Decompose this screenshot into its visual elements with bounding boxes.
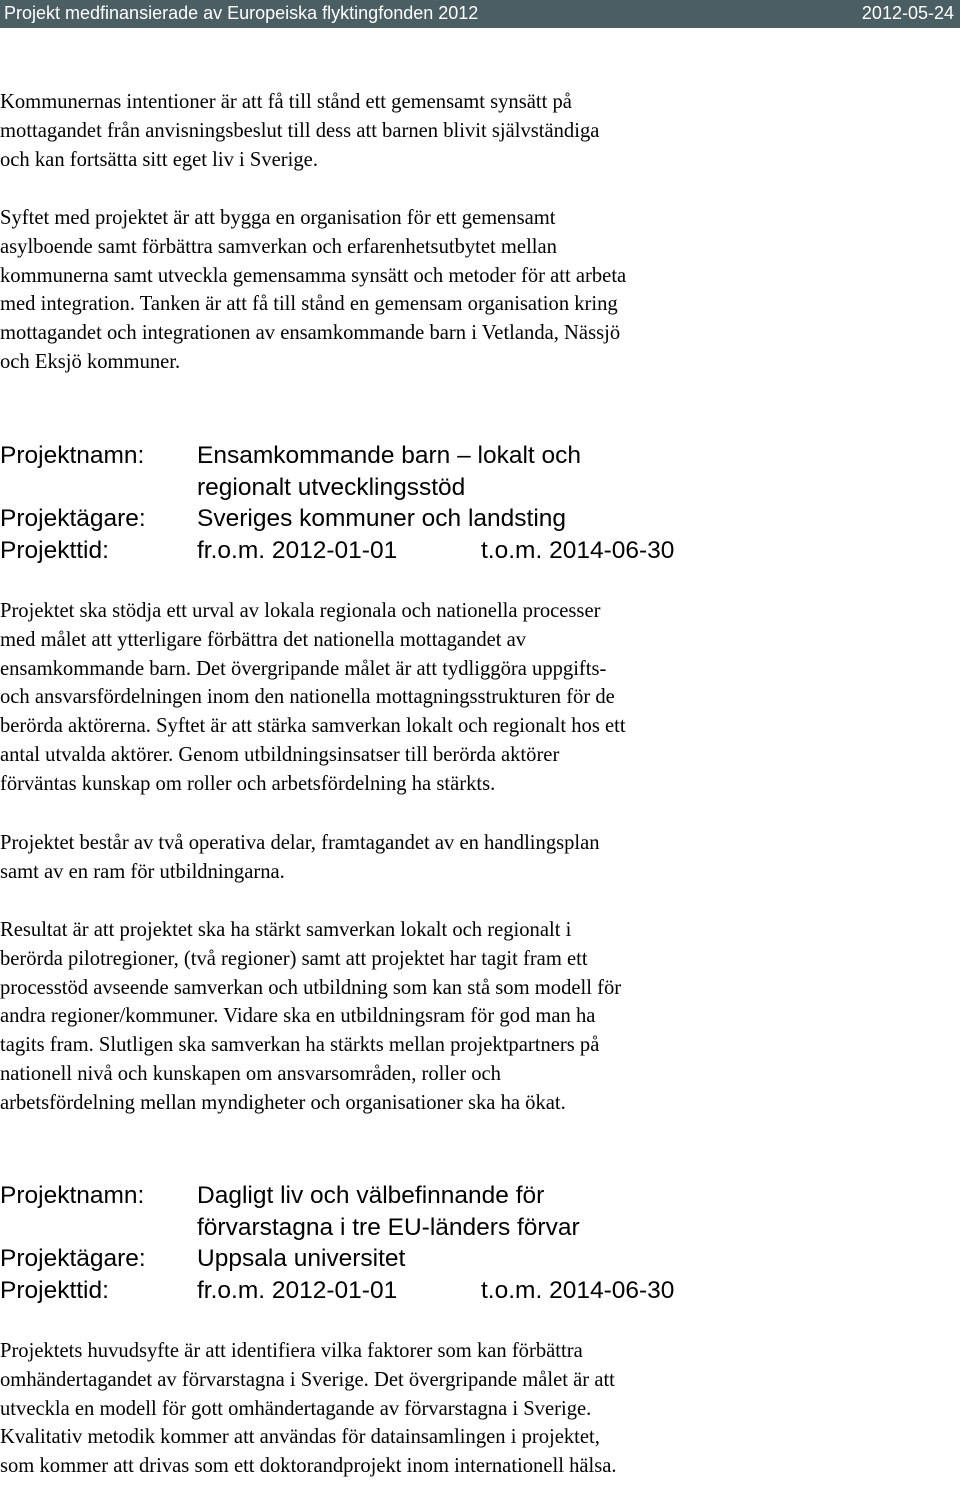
intro-paragraph-2: Syftet med projektet är att bygga en organisation för ett gemensamt asylboende samt förbättra samverkan och erfarenhetsutbytet mellan kommunerna samt utveckla gemensamma synsätt och metoder för att arbeta med integration. Tanken är att få till stånd en gemensam organisation kring mottagandet och integrationen av ensamkommande barn i Vetlanda, Nässjö och Eksjö kommuner. — [0, 207, 627, 373]
project-1-paragraph-1: Projektet ska stödja ett urval av lokala regionala och nationella processer med målet att ytterligare förbättra det nationella mottagandet av ensamkommande barn. Det övergripande målet är att tydliggöra uppgifts- och ansvarsfördelningen inom den nationella mottagningsstrukturen för de berörda aktörerna. Syftet är att stärka samverkan lokalt och regionalt hos ett antal utvalda aktörer. Genom utbildningsinsatser till berörda aktörer förväntas kunskap om roller och arbetsfördelning ha stärkts. — [0, 600, 626, 795]
project-name: Ensamkommande barn – lokalt och — [197, 442, 582, 469]
project-name: Dagligt liv och välbefinnande för — [197, 1182, 545, 1209]
project-time-from: fr.o.m. 2012-01-01 — [197, 536, 398, 564]
project-owner-label: Projektägare: — [0, 1245, 146, 1272]
project-owner: Sveriges kommuner och landsting — [197, 505, 567, 532]
project-1-paragraph-2: Projektet består av två operativa delar, framtagandet av en handlingsplan samt av en ram för utbildningarna. — [0, 832, 600, 883]
project-1-paragraph-3: Resultat är att projektet ska ha stärkt samverkan lokalt och regionalt i berörda pilotregioner, (två regioner) samt att projektet har tagit fram ett processtöd avseende samverkan och utbildning som kan stå som modell för andra regioner/kommuner. Vidare ska en utbildningsram för god man ha tagits fram. Slutligen ska samverkan ha stärkts mellan projektpartners på nationell nivå och kunskapen om ansvarsområden, roller och arbetsfördelning mellan myndigheter och organisationer ska ha ökat. — [0, 919, 622, 1114]
project-1-info — [0, 440, 960, 566]
project-time-label: Projekttid: — [0, 1276, 109, 1304]
project-name-continued: förvarstagna i tre EU-länders förvar — [197, 1213, 580, 1241]
project-time-label: Projekttid: — [0, 536, 109, 564]
project-time-to: t.o.m. 2014-06-30 — [481, 536, 675, 564]
header-date: 2012-05-24 — [861, 3, 954, 23]
project-name-label: Projektnamn: — [0, 442, 145, 469]
header-title: Projekt medfinansierade av Europeiska flyktingfonden 2012 — [4, 3, 479, 23]
intro-paragraph-1: Kommunernas intentioner är att få till stånd ett gemensamt synsätt på mottagandet från anvisningsbeslut till dess att barnen blivit självständiga och kan fortsätta sitt eget liv i Sverige. — [0, 91, 600, 171]
project-name-continued: regionalt utvecklingsstöd — [197, 473, 466, 501]
project-owner: Uppsala universitet — [197, 1245, 406, 1272]
project-2-paragraph-1: Projektets huvudsyfte är att identifiera vilka faktorer som kan förbättra omhändertagandet av förvarstagna i Sverige. Det övergripande målet är att utveckla en modell för gott omhändertagande av förvarstagna i Sverige. Kvalitativ metodik kommer att användas för datainsamlingen i projektet, som kommer att drivas som ett doktorandprojekt inom internationell hälsa. — [0, 1340, 617, 1478]
project-name-label: Projektnamn: — [0, 1182, 145, 1209]
project-owner-label: Projektägare: — [0, 505, 146, 532]
project-time-to: t.o.m. 2014-06-30 — [481, 1276, 675, 1304]
project-2-info — [0, 1180, 960, 1306]
project-time-from: fr.o.m. 2012-01-01 — [197, 1276, 398, 1304]
